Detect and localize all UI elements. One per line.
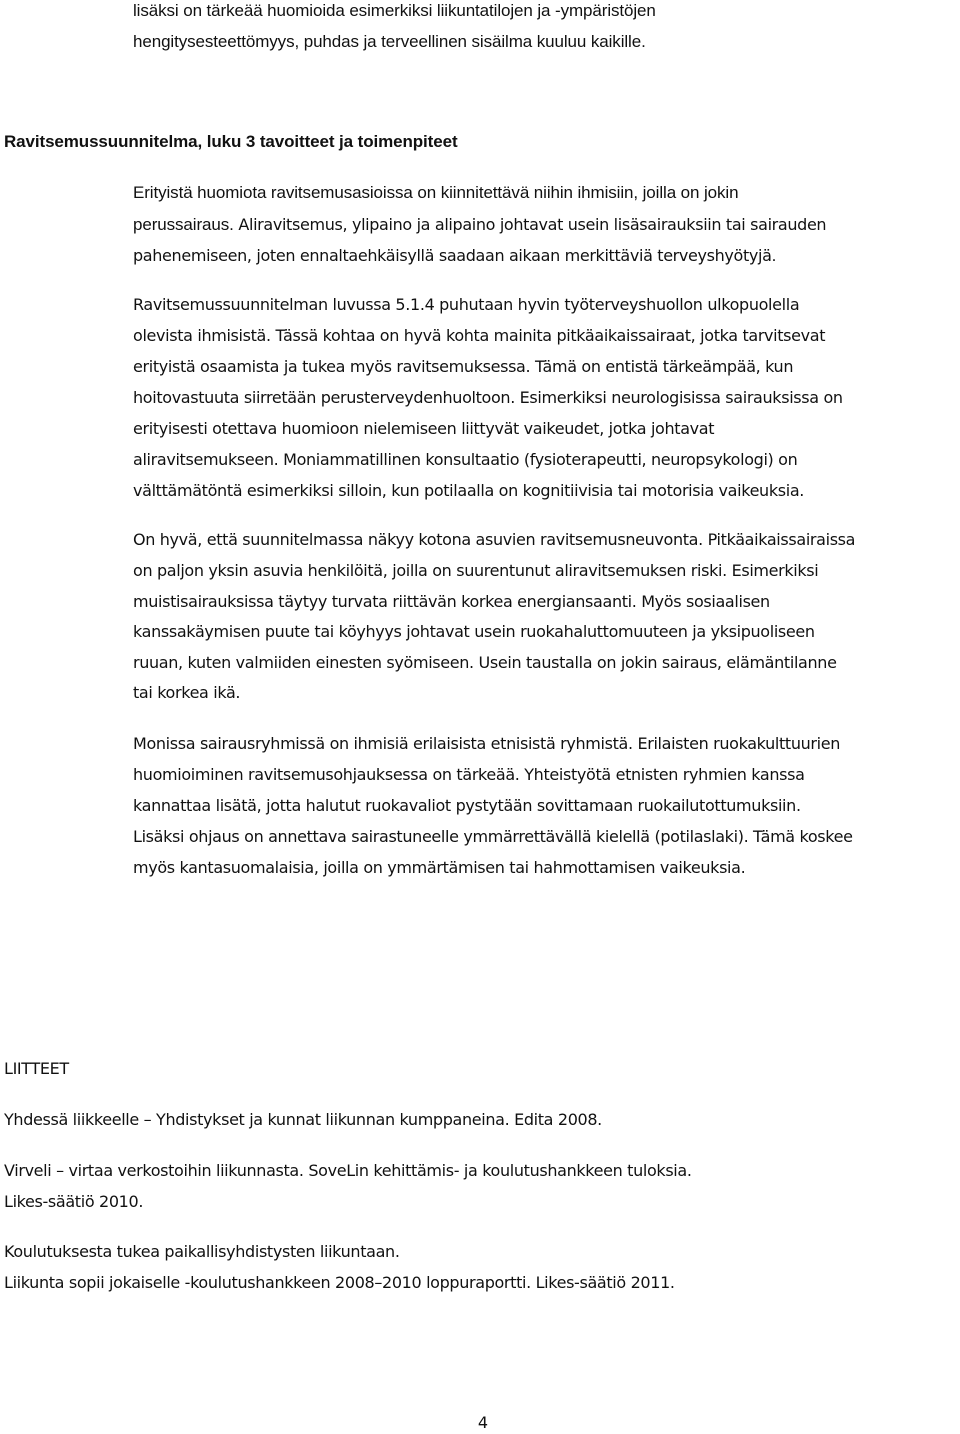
para2-line-5: erityisesti otettava huomioon nielemiseen liittyvät vaikeudet, jotka johtavat [133, 419, 715, 438]
para3-line-2: on paljon yksin asuvia henkilöitä, joilla on suurentunut aliravitsemuksen riski. Esimerkiksi [133, 561, 819, 580]
intro-line-1: lisäksi on tärkeää huomioida esimerkiksi liikuntatilojen ja -ympäristöjen [133, 1, 656, 20]
para1-line-2 [133, 213, 826, 236]
para4-line-5: myös kantasuomalaisia, joilla on ymmärtämisen tai hahmottamisen vaikeuksia. [133, 858, 746, 877]
para4-line-3: kannattaa lisätä, jotta halutut ruokavaliot pystytään sovittamaan ruokailutottumuksiin. [133, 796, 801, 815]
para3-line-1: On hyvä, että suunnitelmassa näkyy kotona asuvien ravitsemusneuvonta. Pitkäaikaissairaissa [133, 530, 856, 549]
appendix-item-2: Virveli – virtaa verkostoihin liikunnasta. SoveLin kehittämis- ja koulutushankkeen tuloksia. [4, 1161, 692, 1180]
para1-line-3-arial: . [771, 246, 777, 265]
para4-line-4: Lisäksi ohjaus on annettava sairastuneelle ymmärrettävällä kielellä (potilaslaki). Tämä koskee [133, 827, 853, 846]
para2-line-3: erityistä osaamista ja tukea myös ravitsemuksessa. Tämä on entistä tärkeämpää, kun [133, 357, 794, 376]
intro-line-2: hengitysesteettömyys, puhdas ja terveellinen sisäilma kuuluu kaikille. [133, 32, 646, 51]
appendix-item-1: Yhdessä liikkeelle – Yhdistykset ja kunnat liikunnan kumppaneina. Edita 2008. [4, 1110, 602, 1129]
para1-line-1: Erityistä huomiota ravitsemusasioissa on kiinnitettävä niihin ihmisiin, joilla on jokin [133, 183, 739, 202]
appendix-heading: LIITTEET [4, 1059, 69, 1078]
para3-line-5: ruuan, kuten valmiiden einesten syömiseen. Usein taustalla on jokin sairaus, elämäntilanne [133, 653, 837, 672]
para3-line-6: tai korkea ikä. [133, 683, 241, 702]
para3-line-3: muistisairauksissa täytyy turvata riittävän korkea energiansaanti. Myös sosiaalisen [133, 592, 770, 611]
para4-line-2: huomioiminen ravitsemusohjauksessa on tärkeää. Yhteistyötä etnisten ryhmien kanssa [133, 765, 805, 784]
para1-line-2-arial: perussairaus. [133, 215, 239, 234]
para2-line-6: aliravitsemukseen. Moniammatillinen konsultaatio (fysioterapeutti, neuropsykologi) on [133, 450, 798, 469]
para2-line-2: olevista ihmisistä. Tässä kohtaa on hyvä kohta mainita pitkäaikaissairaat, jotka tarvitsevat [133, 326, 826, 345]
para2-line-1: Ravitsemussuunnitelman luvussa 5.1.4 puhutaan hyvin työterveyshuollon ulkopuolella [133, 295, 800, 314]
para2-line-7: välttämätöntä esimerkiksi silloin, kun potilaalla on kognitiivisia tai motorisia vaikeuksia. [133, 481, 805, 500]
page-number: 4 [477, 1413, 489, 1432]
para1-line-3-calibri: pahenemiseen, joten ennaltaehkäisyllä saadaan aikaan merkittäviä terveyshyötyjä [133, 246, 772, 265]
appendix-item-2-cont: Likes-säätiö 2010. [4, 1192, 144, 1211]
para4-line-1: Monissa sairausryhmissä on ihmisiä erilaisista etnisistä ryhmistä. Erilaisten ruokakulttuurien [133, 734, 841, 753]
para1-line-3 [133, 244, 776, 267]
para2-line-4: hoitovastuuta siirretään perusterveydenhuoltoon. Esimerkiksi neurologisissa sairauksissa on [133, 388, 843, 407]
appendix-item-3: Koulutuksesta tukea paikallisyhdistysten liikuntaan. [4, 1242, 400, 1261]
para3-line-4: kanssakäymisen puute tai köyhyys johtavat usein ruokahaluttomuuteen ja yksipuoliseen [133, 622, 815, 641]
appendix-item-4: Liikunta sopii jokaiselle -koulutushankkeen 2008–2010 loppuraportti. Likes-säätiö 2011. [4, 1273, 675, 1292]
para1-line-2-calibri: Aliravitsemus, ylipaino ja alipaino johtavat usein lisäsairauksiin tai sairauden [238, 215, 827, 234]
section-heading: Ravitsemussuunnitelma, luku 3 tavoitteet ja toimenpiteet [4, 132, 458, 151]
